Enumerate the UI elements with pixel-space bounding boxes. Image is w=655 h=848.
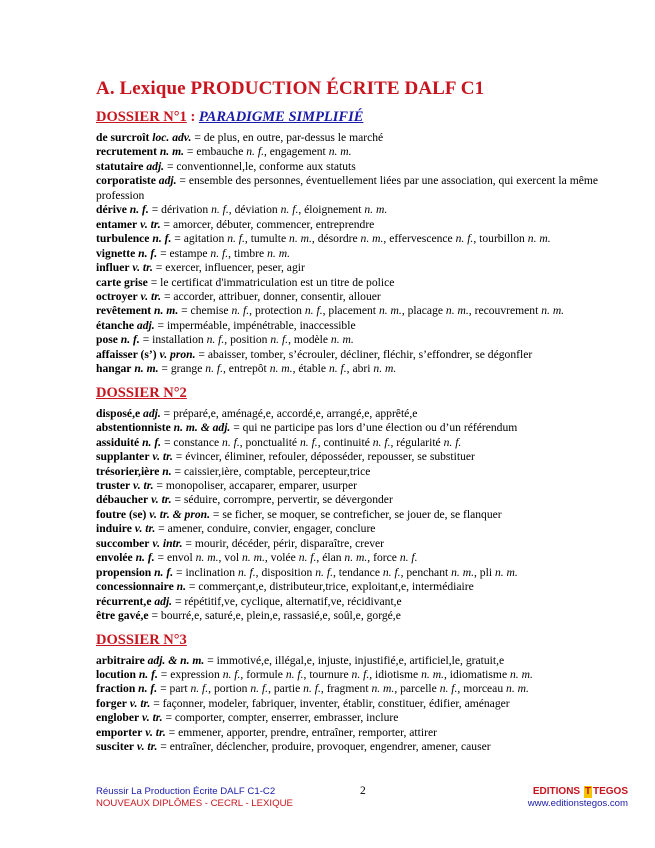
entry-definition: = dérivation — [148, 203, 212, 217]
entry-word: de surcroît — [96, 131, 150, 144]
entry-definition: = mourir, décéder, périr, disparaître, crever — [182, 536, 385, 550]
entry-definition: , idiomatisme — [443, 667, 510, 681]
entry-grammar-tag: n. f. — [304, 304, 323, 318]
entry-definition: = envol — [154, 551, 196, 565]
entry-grammar-tag: n. f. — [227, 232, 245, 246]
entry-definition: = façonner, modeler, fabriquer, inventer, établir, constituer, édifier, aménager — [150, 696, 510, 710]
entry-word: revêtement — [96, 304, 152, 318]
entry-definition: , continuité — [317, 435, 373, 449]
entry-definition: , désordre — [311, 232, 361, 246]
entry-definition: , tournure — [303, 667, 352, 681]
entry-definition: = séduire, corrompre, pervertir, se dévergonder — [171, 493, 393, 507]
lexicon-entry — [96, 551, 624, 565]
entry-grammar-tag: n. f. — [246, 145, 264, 159]
entry-grammar-tag: n. f. — [439, 682, 458, 696]
entry-grammar-tag: n. m. — [451, 565, 474, 579]
entry-definition: = abaisser, tomber, s’écrouler, décliner, fléchir, s’effondrer, se dégonfler — [195, 347, 533, 361]
entry-grammar: adj. — [140, 406, 161, 420]
entry-definition: , étable — [292, 362, 329, 376]
entry-word: dérive — [96, 203, 127, 217]
entry-grammar: n. f. — [135, 246, 158, 260]
dossier-heading — [96, 109, 624, 126]
entry-definition: = accorder, attribuer, donner, consentir, allouer — [161, 289, 381, 303]
lexicon-entry — [96, 348, 624, 362]
entry-definition: , vol — [218, 551, 242, 565]
entry-grammar-tag: n. m. — [289, 232, 312, 246]
dossier-separator: : — [186, 109, 199, 125]
entry-definition: , éloignement — [298, 203, 365, 217]
dossier-heading — [96, 385, 624, 402]
entry-definition: = ensemble des personnes, éventuellement liées par une association, qui exercent la même profession — [96, 174, 599, 202]
lexicon-entry — [96, 522, 624, 536]
footer-publisher — [528, 786, 628, 810]
entry-definition: = immotivé,e, illégal,e, injuste, injustifié,e, artificiel,le, gratuit,e — [204, 653, 505, 667]
entry-grammar-tag: n. m. — [494, 565, 518, 579]
entry-definition: , régularité — [390, 435, 444, 449]
entry-definition: = agitation — [171, 232, 228, 246]
footer-subtitle: NOUVEAUX DIPLÔMES - CECRL - LEXIQUE — [96, 798, 293, 809]
entry-definition: , engagement — [263, 145, 329, 159]
entry-grammar-tag: n. f. — [328, 362, 347, 376]
entry-grammar-tag: n. f. — [298, 551, 317, 565]
dossier-1-section — [96, 109, 624, 377]
entry-definition: = embauche — [184, 145, 247, 159]
entry-grammar-tag: n. f. — [443, 435, 462, 449]
entry-word: vignette — [96, 246, 136, 260]
entry-word: être gavé,e — [96, 609, 149, 623]
page-number: 2 — [360, 785, 366, 797]
entry-definition: = préparé,e, aménagé,e, accordé,e, arrangé,e, apprêté,e — [160, 406, 418, 420]
lexicon-entry — [96, 726, 624, 740]
entry-word: carte grise — [96, 275, 148, 289]
entry-definition: = comporter, compter, enserrer, embrasser, inclure — [162, 711, 399, 725]
entry-definition: , tendance — [332, 565, 383, 579]
entry-grammar: loc. adv. — [149, 131, 192, 144]
publisher-name-part: TEGOS — [592, 786, 628, 797]
entry-grammar: v. tr. — [130, 478, 154, 492]
entry-grammar-tag: n. m. — [527, 232, 551, 246]
lexicon-entry — [96, 508, 624, 522]
entry-definition: , portion — [208, 682, 251, 696]
lexicon-entry — [96, 304, 624, 318]
entry-grammar: v. intr. — [149, 536, 183, 550]
entry-grammar: n. f. — [139, 435, 162, 449]
lexicon-entry — [96, 566, 624, 580]
entry-definition: = qui ne participe pas lors d’une élection ou d’un référendum — [230, 421, 518, 435]
lexicon-entry — [96, 493, 624, 507]
entry-definition: , formule — [240, 667, 286, 681]
entry-definition: = emmener, apporter, prendre, entraîner, remporter, attirer — [165, 725, 437, 739]
entry-grammar: n. — [159, 464, 172, 478]
entry-word: englober — [96, 711, 140, 725]
entry-grammar-tag: n. m. — [364, 203, 388, 217]
entry-grammar-tag: n. f. — [382, 565, 401, 579]
entry-definition: = estampe — [157, 246, 211, 260]
entry-word: emporter — [96, 725, 143, 739]
entry-word: étanche — [96, 318, 134, 332]
entry-definition: , position — [224, 333, 271, 347]
lexicon-entry — [96, 450, 624, 464]
entry-word: induire — [96, 522, 132, 536]
lexicon-entry — [96, 465, 624, 479]
entry-grammar: v. tr. — [137, 289, 162, 303]
lexicon-entry — [96, 276, 624, 290]
entry-definition: , disposition — [255, 565, 316, 579]
entry-grammar-tag: n. m. — [421, 667, 444, 681]
entry-definition: = évincer, éliminer, refouler, déposséder, repousser, se substituer — [172, 450, 475, 464]
entry-grammar: v. tr. & pron. — [146, 507, 210, 521]
entry-grammar-tag: n. m. — [269, 362, 293, 376]
entry-grammar-tag: n. m. — [242, 551, 265, 565]
entry-list — [96, 407, 624, 624]
publisher-logo-icon: T — [584, 786, 591, 797]
entry-definition: = de plus, en outre, par-dessus le marché — [191, 131, 384, 144]
entry-definition: = inclination — [173, 565, 238, 579]
entry-definition: = exercer, influencer, peser, agir — [152, 261, 305, 275]
publisher-url-link[interactable]: www.editionstegos.com — [527, 798, 628, 809]
entry-list — [96, 654, 624, 755]
lexicon-entry — [96, 203, 624, 217]
lexicon-entry — [96, 407, 624, 421]
entry-grammar-tag: n. f. — [372, 435, 391, 449]
entry-grammar-tag: n. m. — [373, 362, 397, 376]
entry-definition: = amener, conduire, convier, engager, conclure — [155, 522, 376, 536]
entry-word: forger — [96, 696, 127, 710]
entry-definition: , parcelle — [394, 682, 440, 696]
lexicon-entry — [96, 362, 624, 376]
entry-grammar: n. f. — [151, 565, 174, 579]
entry-definition: , partie — [268, 682, 304, 696]
entry-word: locution — [96, 667, 136, 681]
entry-word: récurrent,e — [96, 594, 152, 608]
entry-grammar: n. f. — [132, 551, 155, 565]
entry-definition: = le certificat d'immatriculation est un titre de police — [147, 275, 395, 289]
entry-grammar: adj. — [155, 174, 177, 188]
entry-definition: , élan — [316, 551, 345, 565]
entry-definition: , recouvrement — [468, 304, 542, 318]
entry-word: envolée — [96, 551, 133, 565]
entry-word: abstentionniste — [96, 421, 171, 435]
entry-grammar-tag: n. f. — [399, 551, 418, 565]
dossier-label: DOSSIER N°3 — [96, 631, 187, 648]
entry-word: assiduité — [96, 435, 140, 449]
entry-grammar-tag: n. f. — [222, 435, 240, 449]
entry-grammar: adj. — [151, 594, 173, 608]
entry-grammar: v. tr. — [134, 740, 158, 754]
lexicon-entry — [96, 740, 624, 754]
dossier-subtitle: PARADIGME SIMPLIFIÉ — [198, 109, 364, 125]
lexicon-entry — [96, 290, 624, 304]
entry-word: débaucher — [96, 493, 149, 507]
entry-grammar: n. f. — [135, 667, 158, 681]
entry-definition: , timbre — [228, 246, 268, 260]
entry-grammar-tag: n. f. — [206, 333, 225, 347]
lexicon-entry — [96, 580, 624, 594]
entry-word: disposé,e — [96, 406, 141, 420]
entry-definition: = part — [157, 682, 191, 696]
dossier-label: DOSSIER N°2 — [96, 384, 187, 401]
entry-definition: = bourré,e, saturé,e, plein,e, rassasié,e, soûl,e, gorgé,e — [148, 609, 401, 623]
entry-grammar: n. f. — [126, 203, 149, 217]
entry-word: propension — [96, 565, 152, 579]
entry-grammar: v. tr. — [129, 261, 153, 275]
lexicon-entry — [96, 654, 624, 668]
entry-definition: , placage — [401, 304, 446, 318]
lexicon-entry — [96, 609, 624, 623]
footer-book-info — [96, 786, 293, 810]
lexicon-entry — [96, 261, 624, 275]
entry-grammar-tag: n. f. — [315, 565, 333, 579]
entry-grammar: v. tr. — [142, 725, 166, 739]
entry-word: pose — [96, 333, 118, 347]
lexicon-entry — [96, 421, 624, 435]
entry-grammar: n. f. — [135, 682, 158, 696]
document-page — [96, 78, 624, 755]
entry-definition: , entrepôt — [223, 362, 270, 376]
entry-definition: , placement — [322, 304, 379, 318]
publisher-name-part: EDITIONS — [532, 786, 581, 797]
entry-grammar: v. tr. — [148, 493, 172, 507]
entry-definition: = imperméable, impénétrable, inaccessible — [154, 318, 356, 332]
entry-word: affaisser (s’) — [96, 347, 157, 361]
entry-definition: = répétitif,ve, cyclique, alternatif,ve, récidivant,e — [172, 594, 402, 608]
entry-definition: , abri — [346, 362, 374, 376]
entry-definition: = monopoliser, accaparer, emparer, usurper — [153, 478, 357, 492]
entry-definition: , tourbillon — [473, 232, 528, 246]
entry-grammar: v. pron. — [156, 347, 196, 361]
entry-grammar-tag: n. m. — [509, 667, 533, 681]
entry-definition: , morceau — [457, 682, 507, 696]
entry-grammar: n. f. — [117, 333, 140, 347]
page-title: A. Lexique PRODUCTION ÉCRITE DALF C1 — [96, 78, 485, 99]
entry-definition: , effervescence — [383, 232, 456, 246]
entry-definition: = grange — [158, 362, 206, 376]
entry-definition: , pli — [474, 565, 495, 579]
entry-definition: , force — [367, 551, 400, 565]
entry-definition: = entraîner, déclencher, produire, provoquer, engendrer, amener, causer — [157, 740, 491, 754]
footer-book-title: Réussir La Production Écrite DALF C1-C2 — [96, 786, 276, 797]
entry-grammar: n. f. — [149, 232, 172, 246]
lexicon-entry — [96, 160, 624, 174]
entry-grammar-tag: n. f. — [205, 362, 223, 376]
page-footer — [96, 786, 628, 816]
lexicon-entry — [96, 479, 624, 493]
entry-definition: , déviation — [228, 203, 281, 217]
entry-word: susciter — [96, 740, 134, 754]
entry-definition: , idiotisme — [369, 667, 422, 681]
entry-word: fraction — [96, 682, 136, 696]
lexicon-entry — [96, 668, 624, 682]
entry-grammar: v. tr. — [131, 522, 156, 536]
entry-grammar-tag: n. f. — [210, 246, 229, 260]
entry-grammar: n. m. & adj. — [170, 421, 231, 435]
entry-grammar-tag: n. f. — [351, 667, 370, 681]
entry-grammar-tag: n. f. — [237, 565, 256, 579]
entry-grammar-tag: n. m. — [506, 682, 529, 696]
dossier-heading — [96, 632, 624, 649]
entry-definition: = conventionnel,le, conforme aux statuts — [164, 159, 356, 173]
entry-grammar-tag: n. f. — [270, 333, 289, 347]
entry-word: turbulence — [96, 232, 150, 246]
entry-grammar-tag: n. f. — [280, 203, 299, 217]
entry-grammar: v. tr. — [137, 217, 161, 231]
entry-definition: = se ficher, se moquer, se contreficher, se jouer de, se flanquer — [210, 507, 502, 521]
entry-definition: , ponctualité — [239, 435, 300, 449]
entry-grammar: v. tr. — [149, 450, 173, 464]
entry-grammar: n. — [173, 580, 186, 594]
lexicon-entry — [96, 319, 624, 333]
entry-grammar: adj. — [143, 159, 165, 173]
entry-word: hangar — [96, 362, 132, 376]
entry-word: statutaire — [96, 159, 144, 173]
entry-grammar-tag: n. m. — [371, 682, 395, 696]
entry-grammar-tag: n. m. — [541, 304, 565, 318]
lexicon-entry — [96, 218, 624, 232]
entry-grammar-tag: n. f. — [211, 203, 229, 217]
entry-definition: , modèle — [288, 333, 331, 347]
lexicon-entry — [96, 247, 624, 261]
lexicon-entry — [96, 131, 624, 145]
entry-definition: = expression — [157, 667, 223, 681]
entry-word: corporatiste — [96, 174, 156, 188]
entry-word: succomber — [96, 536, 150, 550]
entry-grammar-tag: n. f. — [455, 232, 474, 246]
entry-grammar-tag: n. f. — [285, 667, 304, 681]
lexicon-entry — [96, 436, 624, 450]
entry-list — [96, 131, 624, 377]
entry-grammar-tag: n. f. — [222, 667, 241, 681]
entry-definition: , penchant — [400, 565, 452, 579]
entry-definition: = chemise — [178, 304, 232, 318]
entry-grammar: n. m. — [151, 304, 179, 318]
entry-grammar-tag: n. m. — [328, 145, 352, 159]
entry-definition: = amorcer, débuter, commencer, entreprendre — [160, 217, 375, 231]
entry-definition: , fragment — [320, 682, 372, 696]
lexicon-entry — [96, 537, 624, 551]
entry-definition: , protection — [249, 304, 305, 318]
entry-grammar: n. m. — [131, 362, 159, 376]
entry-definition: = commerçant,e, distributeur,trice, exploitant,e, intermédiaire — [185, 580, 474, 594]
entry-definition: , volée — [264, 551, 299, 565]
entry-grammar-tag: n. m. — [360, 232, 384, 246]
entry-definition: = constance — [161, 435, 223, 449]
entry-grammar-tag: n. f. — [299, 435, 318, 449]
entry-word: influer — [96, 261, 130, 275]
entry-grammar-tag: n. f. — [190, 682, 209, 696]
lexicon-entry — [96, 711, 624, 725]
entry-grammar: v. tr. — [126, 696, 151, 710]
entry-word: recrutement — [96, 145, 157, 159]
entry-grammar: adj. — [134, 318, 155, 332]
entry-grammar: n. m. — [156, 145, 185, 159]
lexicon-entry — [96, 595, 624, 609]
lexicon-entry — [96, 145, 624, 159]
entry-grammar-tag: n. f. — [231, 304, 250, 318]
entry-word: octroyer — [96, 289, 138, 303]
entry-grammar-tag: n. m. — [267, 246, 290, 260]
dossier-label: DOSSIER N°1 — [96, 109, 187, 125]
entry-grammar-tag: n. m. — [330, 333, 354, 347]
entry-grammar: adj. & n. m. — [144, 653, 205, 667]
entry-grammar-tag: n. m. — [344, 551, 368, 565]
entry-word: supplanter — [96, 450, 150, 464]
lexicon-entry — [96, 232, 624, 246]
entry-word: arbitraire — [96, 653, 145, 667]
entry-word: concessionnaire — [96, 580, 174, 594]
lexicon-entry — [96, 682, 624, 696]
entry-definition: = caissier,ière, comptable, percepteur,trice — [171, 464, 371, 478]
entry-grammar-tag: n. m. — [445, 304, 469, 318]
entry-grammar-tag: n. f. — [303, 682, 321, 696]
entry-definition: = installation — [139, 333, 207, 347]
entry-word: truster — [96, 478, 131, 492]
entry-definition: , tumulte — [244, 232, 290, 246]
entry-word: trésorier,ière — [96, 464, 160, 478]
lexicon-entry — [96, 174, 624, 203]
entry-grammar-tag: n. m. — [378, 304, 402, 318]
entry-word: entamer — [96, 217, 138, 231]
dossier-3-section — [96, 632, 624, 755]
lexicon-entry — [96, 697, 624, 711]
publisher-name — [528, 786, 628, 798]
entry-grammar-tag: n. f. — [250, 682, 269, 696]
dossier-2-section — [96, 385, 624, 624]
entry-word: foutre (se) — [96, 507, 147, 521]
entry-grammar-tag: n. m. — [195, 551, 219, 565]
lexicon-entry — [96, 333, 624, 347]
entry-grammar: v. tr. — [139, 711, 163, 725]
